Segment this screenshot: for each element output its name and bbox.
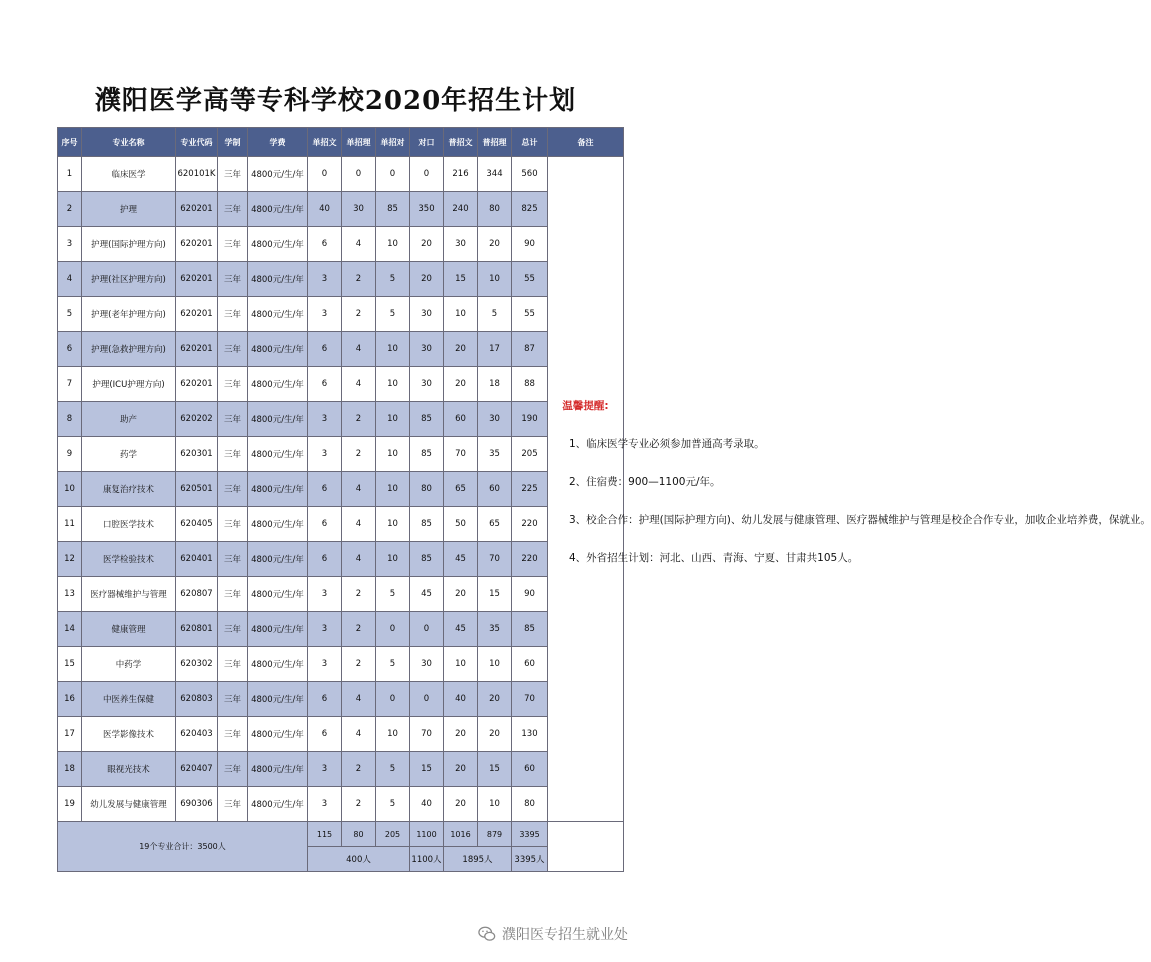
cell-tuition: 4800元/生/年	[248, 472, 308, 507]
cell-code: 620807	[176, 577, 218, 612]
cell-major: 护理(急救护理方向)	[82, 332, 176, 367]
cell-single-pair: 10	[376, 402, 410, 437]
cell-single-pair: 0	[376, 157, 410, 192]
total-value-general-arts: 1016	[444, 822, 478, 847]
cell-duration: 三年	[218, 507, 248, 542]
total-value-total: 3395	[512, 822, 548, 847]
cell-duration: 三年	[218, 367, 248, 402]
cell-single-arts: 0	[308, 157, 342, 192]
cell-single-pair: 10	[376, 717, 410, 752]
cell-single-science: 2	[342, 262, 376, 297]
cell-major: 医疗器械维护与管理	[82, 577, 176, 612]
cell-index: 14	[58, 612, 82, 647]
cell-major: 护理(ICU护理方向)	[82, 367, 176, 402]
cell-general-science: 60	[478, 472, 512, 507]
cell-single-arts: 3	[308, 787, 342, 822]
cell-index: 4	[58, 262, 82, 297]
cell-general-arts: 60	[444, 402, 478, 437]
cell-duikou: 15	[410, 752, 444, 787]
table-row	[58, 437, 624, 472]
cell-code: 620302	[176, 647, 218, 682]
cell-single-arts: 6	[308, 717, 342, 752]
cell-single-arts: 6	[308, 472, 342, 507]
cell-total: 90	[512, 577, 548, 612]
cell-tuition: 4800元/生/年	[248, 682, 308, 717]
cell-single-science: 30	[342, 192, 376, 227]
cell-general-arts: 20	[444, 332, 478, 367]
cell-single-science: 4	[342, 367, 376, 402]
col-header-duikou: 对口	[410, 128, 444, 157]
cell-single-arts: 3	[308, 262, 342, 297]
cell-single-pair: 10	[376, 227, 410, 262]
cell-code: 620407	[176, 752, 218, 787]
cell-code: 620201	[176, 227, 218, 262]
cell-single-pair: 5	[376, 752, 410, 787]
cell-general-science: 18	[478, 367, 512, 402]
cell-single-science: 4	[342, 542, 376, 577]
totals-row	[58, 822, 624, 847]
cell-single-pair: 10	[376, 367, 410, 402]
cell-general-science: 20	[478, 227, 512, 262]
cell-duikou: 0	[410, 612, 444, 647]
cell-single-pair: 10	[376, 332, 410, 367]
cell-major: 中药学	[82, 647, 176, 682]
cell-index: 10	[58, 472, 82, 507]
cell-duration: 三年	[218, 192, 248, 227]
cell-major: 健康管理	[82, 612, 176, 647]
cell-total: 87	[512, 332, 548, 367]
cell-index: 5	[58, 297, 82, 332]
cell-total: 220	[512, 542, 548, 577]
total-value-single-science: 80	[342, 822, 376, 847]
cell-total: 55	[512, 262, 548, 297]
cell-major: 中医养生保健	[82, 682, 176, 717]
cell-duikou: 20	[410, 262, 444, 297]
cell-general-science: 20	[478, 717, 512, 752]
cell-single-arts: 3	[308, 577, 342, 612]
notes-item: 3、校企合作：护理(国际护理方向)、幼儿发展与健康管理、医疗器械维护与管理是校企合作专业，加收企业培养费，保就业。	[569, 514, 1151, 526]
cell-tuition: 4800元/生/年	[248, 437, 308, 472]
total-value-single-arts: 115	[308, 822, 342, 847]
cell-general-science: 5	[478, 297, 512, 332]
cell-major: 眼视光技术	[82, 752, 176, 787]
cell-single-arts: 3	[308, 752, 342, 787]
table-header-row	[58, 128, 624, 157]
cell-single-pair: 5	[376, 297, 410, 332]
cell-total: 85	[512, 612, 548, 647]
cell-single-arts: 6	[308, 682, 342, 717]
cell-single-science: 2	[342, 612, 376, 647]
cell-tuition: 4800元/生/年	[248, 647, 308, 682]
cell-duration: 三年	[218, 647, 248, 682]
single-exam-sum: 400人	[308, 847, 410, 872]
cell-general-arts: 240	[444, 192, 478, 227]
total-value-duikou: 1100	[410, 822, 444, 847]
grand-total-sum: 3395人	[512, 847, 548, 872]
cell-major: 护理	[82, 192, 176, 227]
table-row	[58, 752, 624, 787]
cell-duikou: 85	[410, 402, 444, 437]
cell-general-science: 10	[478, 262, 512, 297]
notes-item: 4、外省招生计划：河北、山西、青海、宁夏、甘肃共105人。	[569, 552, 859, 564]
cell-single-science: 2	[342, 577, 376, 612]
cell-tuition: 4800元/生/年	[248, 507, 308, 542]
cell-general-science: 10	[478, 787, 512, 822]
cell-single-science: 2	[342, 437, 376, 472]
cell-single-arts: 3	[308, 437, 342, 472]
cell-single-pair: 10	[376, 542, 410, 577]
cell-single-arts: 6	[308, 542, 342, 577]
table-row	[58, 227, 624, 262]
cell-single-pair: 5	[376, 577, 410, 612]
cell-index: 11	[58, 507, 82, 542]
cell-duikou: 85	[410, 507, 444, 542]
cell-duikou: 70	[410, 717, 444, 752]
cell-index: 12	[58, 542, 82, 577]
duikou-sum: 1100人	[410, 847, 444, 872]
cell-single-science: 4	[342, 472, 376, 507]
col-header-remarks: 备注	[548, 128, 624, 157]
cell-code: 620803	[176, 682, 218, 717]
cell-duration: 三年	[218, 297, 248, 332]
cell-index: 13	[58, 577, 82, 612]
cell-index: 2	[58, 192, 82, 227]
total-value-single-pair: 205	[376, 822, 410, 847]
cell-duikou: 85	[410, 437, 444, 472]
cell-major: 护理(国际护理方向)	[82, 227, 176, 262]
cell-duikou: 30	[410, 367, 444, 402]
cell-single-science: 2	[342, 787, 376, 822]
cell-general-arts: 45	[444, 612, 478, 647]
cell-index: 17	[58, 717, 82, 752]
cell-single-science: 4	[342, 682, 376, 717]
cell-single-arts: 6	[308, 367, 342, 402]
cell-duikou: 350	[410, 192, 444, 227]
cell-index: 3	[58, 227, 82, 262]
page-title: 濮阳医学高等专科学校2020年招生计划	[94, 86, 577, 116]
cell-duration: 三年	[218, 612, 248, 647]
cell-general-science: 35	[478, 612, 512, 647]
cell-tuition: 4800元/生/年	[248, 227, 308, 262]
cell-total: 60	[512, 752, 548, 787]
cell-major: 幼儿发展与健康管理	[82, 787, 176, 822]
cell-single-science: 2	[342, 647, 376, 682]
cell-duikou: 80	[410, 472, 444, 507]
cell-general-arts: 40	[444, 682, 478, 717]
col-header-general-science: 普招理	[478, 128, 512, 157]
cell-general-science: 70	[478, 542, 512, 577]
cell-single-pair: 0	[376, 682, 410, 717]
table-row	[58, 297, 624, 332]
cell-duikou: 0	[410, 157, 444, 192]
cell-duration: 三年	[218, 472, 248, 507]
cell-single-science: 4	[342, 227, 376, 262]
cell-general-science: 15	[478, 752, 512, 787]
cell-code: 620401	[176, 542, 218, 577]
cell-tuition: 4800元/生/年	[248, 262, 308, 297]
cell-single-arts: 40	[308, 192, 342, 227]
cell-duikou: 30	[410, 332, 444, 367]
table-row	[58, 612, 624, 647]
cell-major: 康复治疗技术	[82, 472, 176, 507]
cell-index: 8	[58, 402, 82, 437]
cell-index: 16	[58, 682, 82, 717]
cell-duration: 三年	[218, 332, 248, 367]
cell-single-pair: 10	[376, 507, 410, 542]
cell-duikou: 20	[410, 227, 444, 262]
cell-code: 620501	[176, 472, 218, 507]
cell-general-science: 65	[478, 507, 512, 542]
cell-general-arts: 20	[444, 787, 478, 822]
cell-total: 220	[512, 507, 548, 542]
col-header-single-science: 单招理	[342, 128, 376, 157]
cell-total: 80	[512, 787, 548, 822]
cell-duikou: 0	[410, 682, 444, 717]
table-row	[58, 682, 624, 717]
cell-tuition: 4800元/生/年	[248, 297, 308, 332]
cell-tuition: 4800元/生/年	[248, 577, 308, 612]
notes-item: 1、临床医学专业必须参加普通高考录取。	[569, 438, 765, 450]
cell-single-science: 2	[342, 402, 376, 437]
cell-major: 医学检验技术	[82, 542, 176, 577]
table-row	[58, 647, 624, 682]
col-header-tuition: 学费	[248, 128, 308, 157]
cell-tuition: 4800元/生/年	[248, 157, 308, 192]
table-row	[58, 157, 624, 192]
general-exam-sum: 1895人	[444, 847, 512, 872]
col-header-index: 序号	[58, 128, 82, 157]
cell-duration: 三年	[218, 787, 248, 822]
cell-total: 190	[512, 402, 548, 437]
cell-general-arts: 30	[444, 227, 478, 262]
cell-general-science: 15	[478, 577, 512, 612]
cell-duration: 三年	[218, 717, 248, 752]
cell-tuition: 4800元/生/年	[248, 402, 308, 437]
cell-general-science: 80	[478, 192, 512, 227]
cell-general-arts: 20	[444, 717, 478, 752]
cell-code: 620801	[176, 612, 218, 647]
cell-index: 18	[58, 752, 82, 787]
cell-code: 620201	[176, 262, 218, 297]
cell-total: 70	[512, 682, 548, 717]
cell-single-science: 4	[342, 717, 376, 752]
cell-single-pair: 5	[376, 787, 410, 822]
table-row	[58, 402, 624, 437]
cell-duikou: 30	[410, 647, 444, 682]
cell-single-arts: 3	[308, 647, 342, 682]
cell-duikou: 45	[410, 577, 444, 612]
table-row	[58, 577, 624, 612]
col-header-major: 专业名称	[82, 128, 176, 157]
cell-general-science: 344	[478, 157, 512, 192]
cell-index: 19	[58, 787, 82, 822]
cell-duikou: 30	[410, 297, 444, 332]
remarks-cell	[548, 157, 1151, 822]
cell-index: 15	[58, 647, 82, 682]
cell-index: 6	[58, 332, 82, 367]
cell-single-science: 4	[342, 332, 376, 367]
cell-general-arts: 20	[444, 577, 478, 612]
cell-major: 医学影像技术	[82, 717, 176, 752]
cell-duikou: 85	[410, 542, 444, 577]
cell-duration: 三年	[218, 157, 248, 192]
cell-major: 口腔医学技术	[82, 507, 176, 542]
table-row	[58, 262, 624, 297]
cell-total: 130	[512, 717, 548, 752]
notes-hint: 温馨提醒:	[562, 400, 609, 412]
cell-single-science: 0	[342, 157, 376, 192]
col-header-single-arts: 单招文	[308, 128, 342, 157]
table-row	[58, 192, 624, 227]
cell-code: 620201	[176, 367, 218, 402]
cell-duration: 三年	[218, 752, 248, 787]
cell-single-arts: 3	[308, 297, 342, 332]
col-header-duration: 学制	[218, 128, 248, 157]
wechat-icon	[478, 925, 496, 943]
cell-major: 临床医学	[82, 157, 176, 192]
total-value-general-science: 879	[478, 822, 512, 847]
cell-general-science: 35	[478, 437, 512, 472]
cell-code: 620202	[176, 402, 218, 437]
table-row	[58, 542, 624, 577]
cell-total: 225	[512, 472, 548, 507]
cell-code: 620403	[176, 717, 218, 752]
cell-single-arts: 6	[308, 227, 342, 262]
cell-single-arts: 3	[308, 402, 342, 437]
cell-duration: 三年	[218, 227, 248, 262]
cell-code: 620201	[176, 332, 218, 367]
cell-total: 560	[512, 157, 548, 192]
cell-total: 88	[512, 367, 548, 402]
cell-total: 205	[512, 437, 548, 472]
cell-single-arts: 6	[308, 507, 342, 542]
cell-total: 55	[512, 297, 548, 332]
cell-general-arts: 70	[444, 437, 478, 472]
cell-general-arts: 10	[444, 297, 478, 332]
cell-code: 620101K	[176, 157, 218, 192]
cell-duration: 三年	[218, 402, 248, 437]
cell-duration: 三年	[218, 577, 248, 612]
cell-general-arts: 45	[444, 542, 478, 577]
cell-general-arts: 15	[444, 262, 478, 297]
cell-code: 620405	[176, 507, 218, 542]
cell-general-arts: 10	[444, 647, 478, 682]
cell-major: 护理(社区护理方向)	[82, 262, 176, 297]
cell-general-science: 17	[478, 332, 512, 367]
cell-tuition: 4800元/生/年	[248, 787, 308, 822]
cell-single-pair: 10	[376, 437, 410, 472]
cell-single-pair: 5	[376, 647, 410, 682]
table-row	[58, 787, 624, 822]
cell-single-science: 2	[342, 752, 376, 787]
watermark	[478, 922, 668, 946]
cell-major: 药学	[82, 437, 176, 472]
cell-single-pair: 0	[376, 612, 410, 647]
cell-code: 620201	[176, 297, 218, 332]
watermark-text: 濮阳医专招生就业处	[502, 927, 628, 943]
cell-index: 9	[58, 437, 82, 472]
cell-duration: 三年	[218, 262, 248, 297]
table-row	[58, 717, 624, 752]
cell-single-pair: 5	[376, 262, 410, 297]
cell-tuition: 4800元/生/年	[248, 192, 308, 227]
table-row	[58, 332, 624, 367]
cell-single-science: 4	[342, 507, 376, 542]
cell-code: 690306	[176, 787, 218, 822]
col-header-total: 总计	[512, 128, 548, 157]
totals-remarks-blank	[548, 822, 624, 872]
table-row	[58, 472, 624, 507]
cell-tuition: 4800元/生/年	[248, 542, 308, 577]
cell-single-pair: 85	[376, 192, 410, 227]
cell-major: 护理(老年护理方向)	[82, 297, 176, 332]
enrollment-plan-table	[57, 127, 1151, 872]
cell-total: 60	[512, 647, 548, 682]
cell-code: 620301	[176, 437, 218, 472]
col-header-single-pair: 单招对	[376, 128, 410, 157]
cell-general-arts: 20	[444, 367, 478, 402]
cell-tuition: 4800元/生/年	[248, 612, 308, 647]
cell-duration: 三年	[218, 437, 248, 472]
cell-major: 助产	[82, 402, 176, 437]
cell-duikou: 40	[410, 787, 444, 822]
cell-duration: 三年	[218, 542, 248, 577]
notes-item: 2、住宿费：900—1100元/年。	[569, 476, 721, 488]
cell-total: 825	[512, 192, 548, 227]
cell-general-arts: 65	[444, 472, 478, 507]
cell-index: 7	[58, 367, 82, 402]
cell-tuition: 4800元/生/年	[248, 367, 308, 402]
cell-index: 1	[58, 157, 82, 192]
table-row	[58, 507, 624, 542]
cell-tuition: 4800元/生/年	[248, 717, 308, 752]
cell-duration: 三年	[218, 682, 248, 717]
cell-total: 90	[512, 227, 548, 262]
cell-tuition: 4800元/生/年	[248, 332, 308, 367]
cell-general-science: 20	[478, 682, 512, 717]
totals-label: 19个专业合计：3500人	[58, 822, 308, 872]
col-header-general-arts: 普招文	[444, 128, 478, 157]
cell-single-science: 2	[342, 297, 376, 332]
cell-single-arts: 3	[308, 612, 342, 647]
cell-general-arts: 216	[444, 157, 478, 192]
cell-general-science: 30	[478, 402, 512, 437]
cell-general-science: 10	[478, 647, 512, 682]
cell-tuition: 4800元/生/年	[248, 752, 308, 787]
cell-single-pair: 10	[376, 472, 410, 507]
col-header-code: 专业代码	[176, 128, 218, 157]
cell-general-arts: 50	[444, 507, 478, 542]
cell-code: 620201	[176, 192, 218, 227]
table-row	[58, 367, 624, 402]
cell-general-arts: 20	[444, 752, 478, 787]
cell-single-arts: 6	[308, 332, 342, 367]
